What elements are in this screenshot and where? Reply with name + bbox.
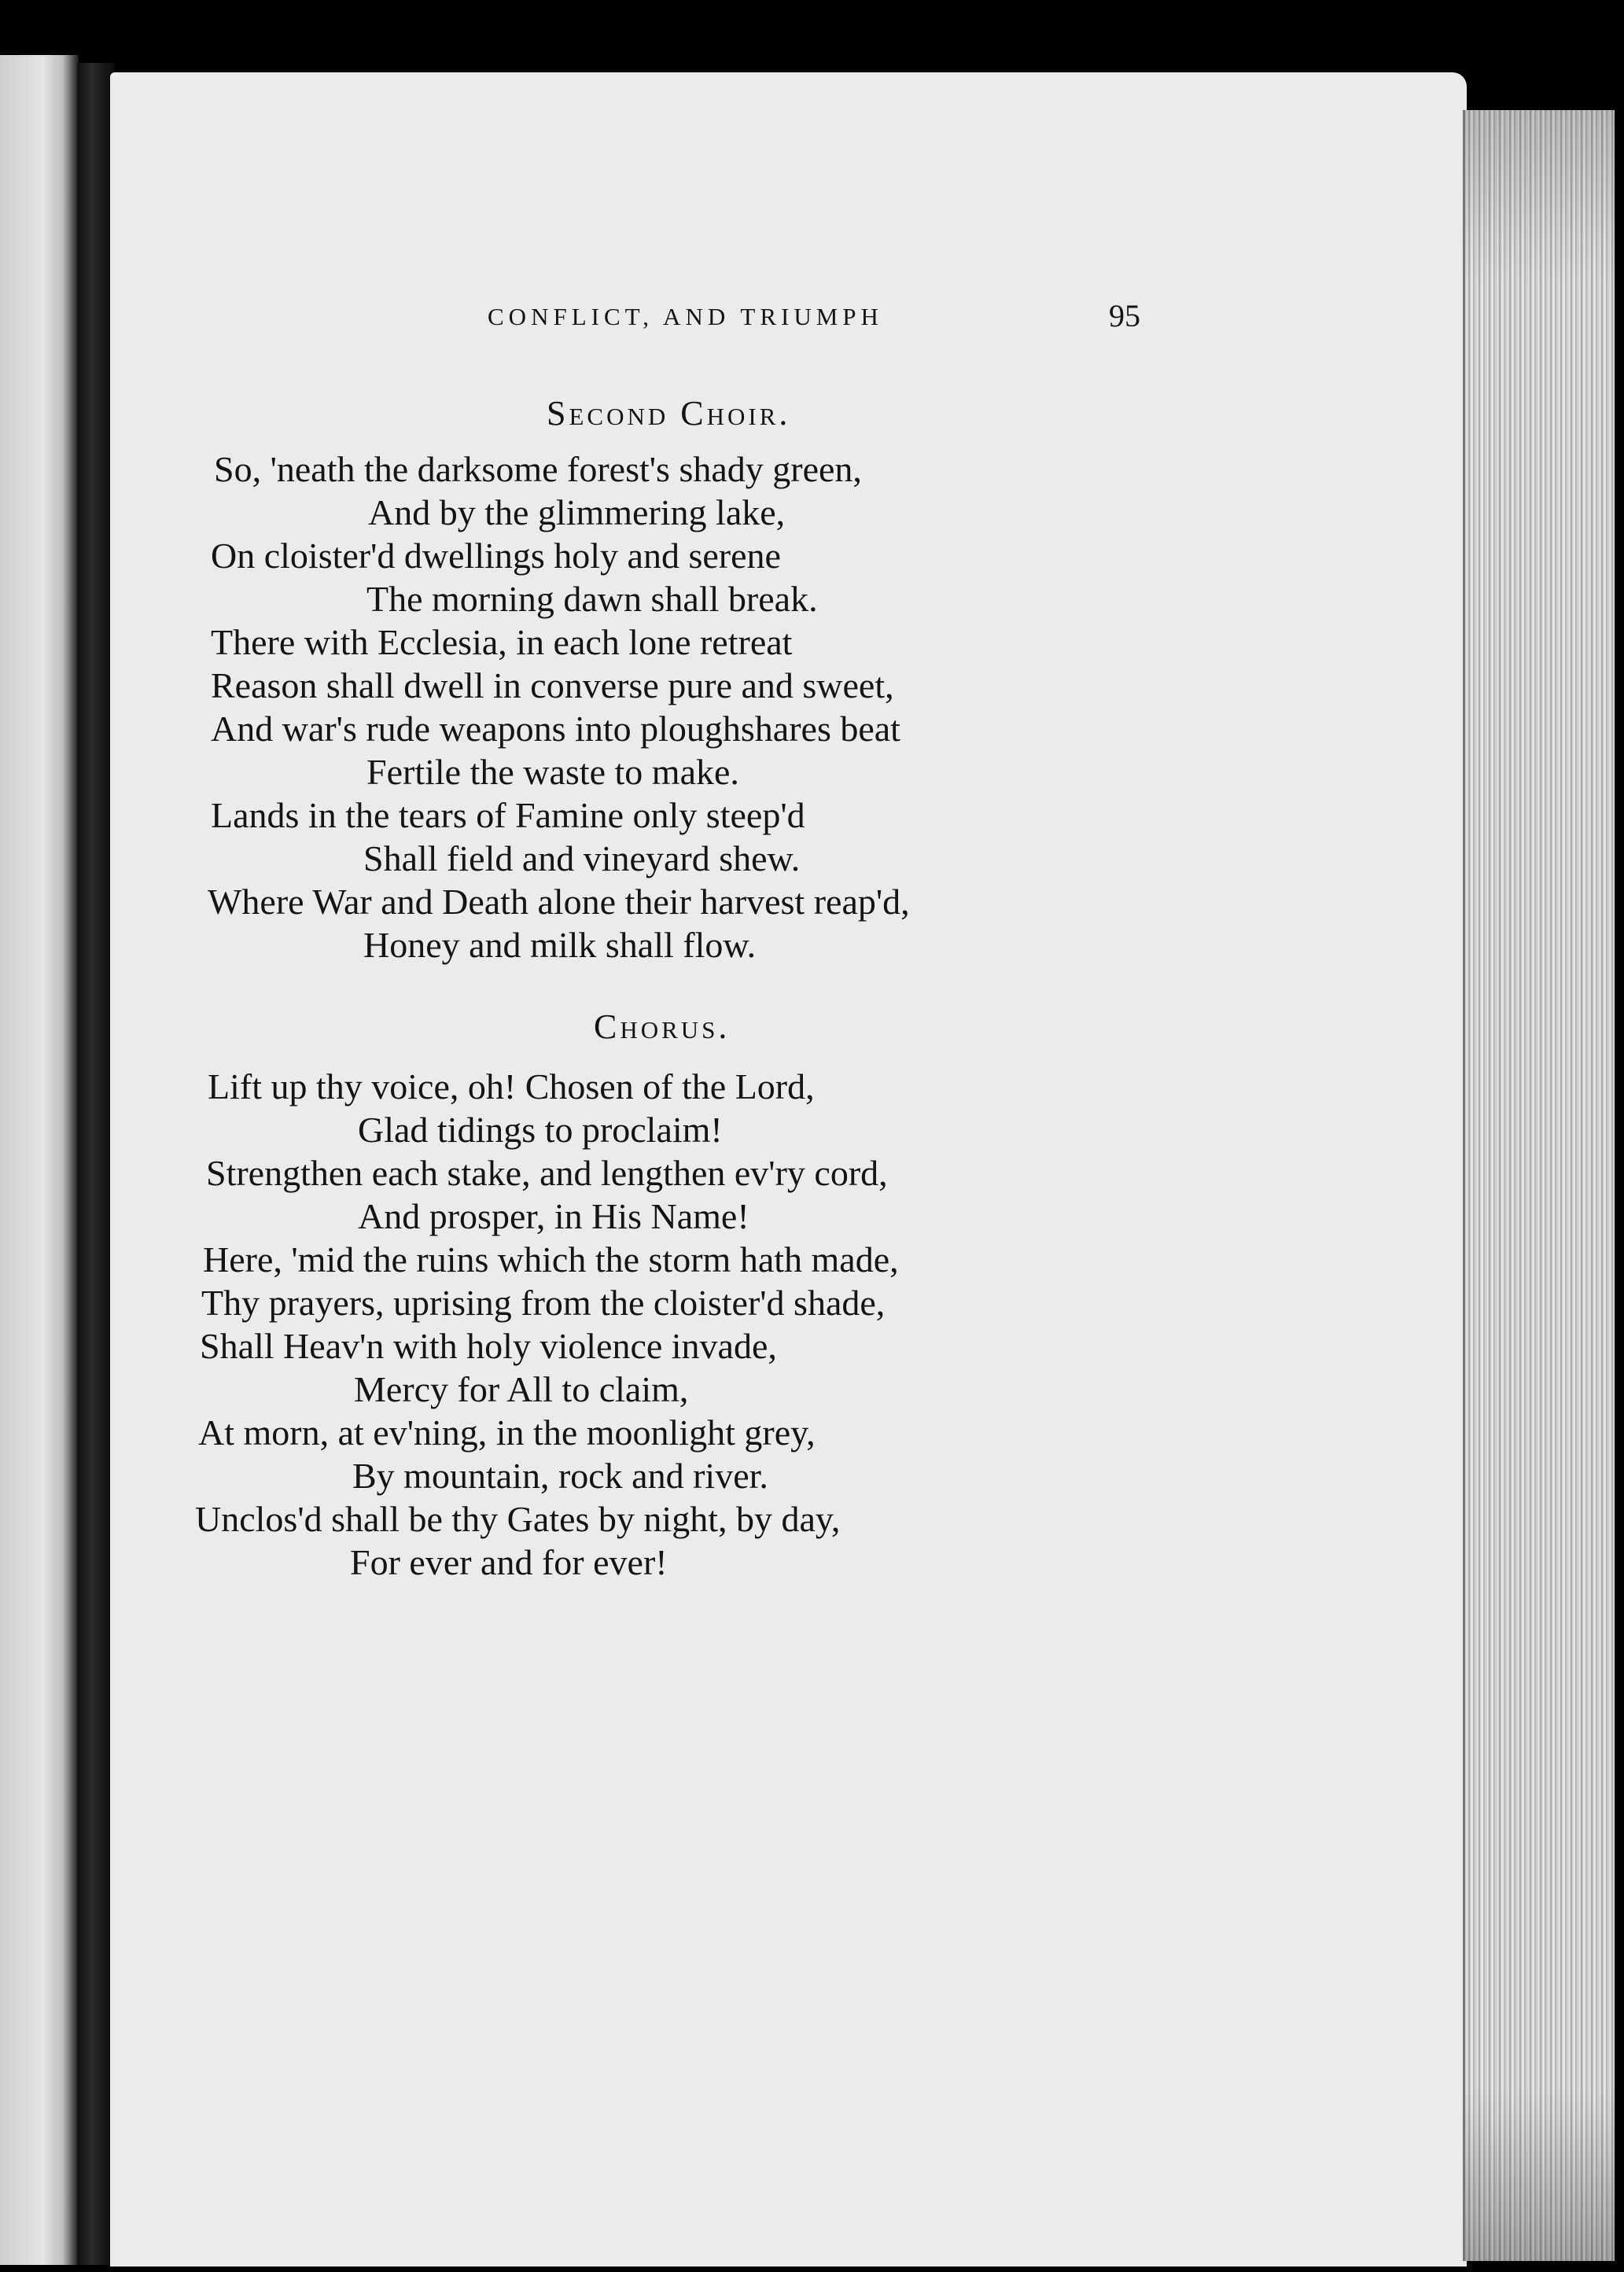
verse-line: Shall Heav'n with holy violence invade, [200,1326,777,1366]
verse-line: Shall field and vineyard shew. [363,838,801,878]
verse-line: And prosper, in His Name! [358,1196,749,1236]
verse-line: And war's rude weapons into ploughshares beat [211,709,900,749]
verse-line: On cloister'd dwellings holy and serene [211,536,781,576]
section-title-chorus: Chorus. [594,1007,731,1046]
verse-line: Lands in the tears of Famine only steep'd [211,795,805,835]
verse-line: Thy prayers, uprising from the cloister'd shade, [201,1283,886,1323]
section-title-second-choir: Second Choir. [547,394,791,433]
verse-line: Unclos'd shall be thy Gates by night, by day, [195,1499,841,1539]
verse-line: Fertile the waste to make. [366,752,739,792]
running-head: CONFLICT, AND TRIUMPH [488,303,883,330]
verse-line: At morn, at ev'ning, in the moonlight grey, [198,1412,816,1453]
book-gutter [77,63,115,2265]
verse-line: Strengthen each stake, and lengthen ev'ry cord, [206,1153,888,1193]
page-number: 95 [1109,298,1140,333]
verse-line: By mountain, rock and river. [352,1456,768,1496]
verse-line: For ever and for ever! [350,1542,668,1582]
verse-line: Glad tidings to proclaim! [358,1110,723,1150]
verse-line: Where War and Death alone their harvest reap'd, [208,882,910,922]
page-stack-edge [1463,110,1615,2261]
verse-line: Here, 'mid the ruins which the storm hath made, [203,1239,899,1280]
verse-line: Mercy for All to claim, [354,1369,689,1409]
verse-line: There with Ecclesia, in each lone retreat [211,622,793,662]
verse-line: So, 'neath the darksome forest's shady green, [214,449,862,489]
previous-page-edge [0,55,79,2265]
verse-line: Lift up thy voice, oh! Chosen of the Lord, [208,1066,815,1107]
verse-line: The morning dawn shall break. [366,579,818,619]
verse-line: And by the glimmering lake, [368,492,786,532]
verse-line: Reason shall dwell in converse pure and sweet, [211,665,894,705]
verse-line: Honey and milk shall flow. [363,925,757,965]
